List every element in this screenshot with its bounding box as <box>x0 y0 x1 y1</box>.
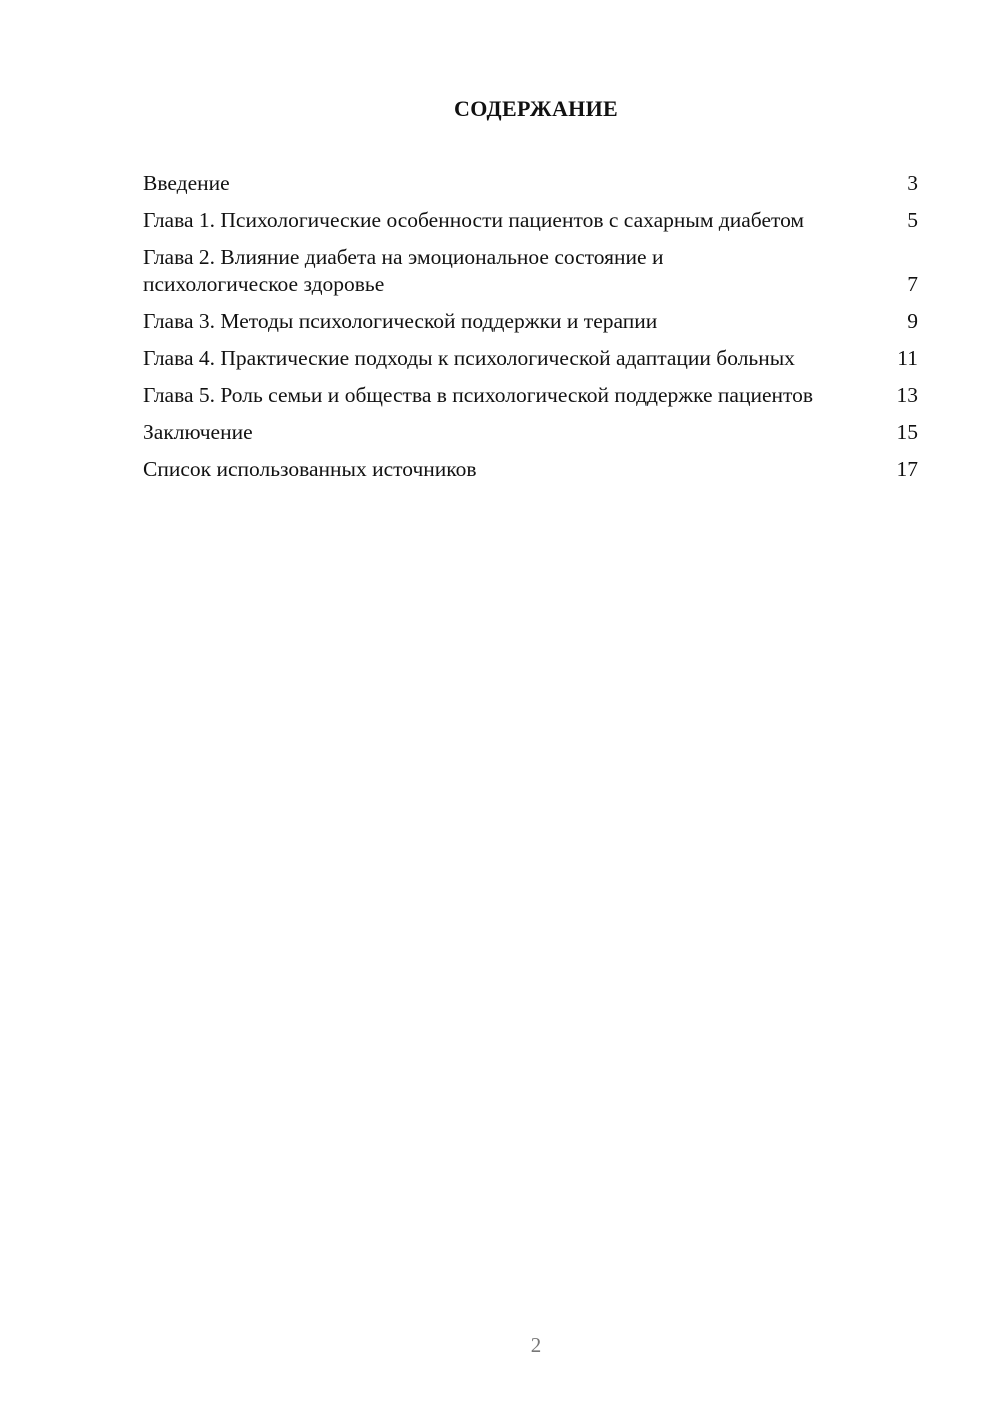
toc-entry-chapter-3 <box>143 308 918 335</box>
toc-entry-title: Заключение <box>143 420 253 444</box>
toc-entry-title: Глава 1. Психологические особенности пациентов с сахарным диабетом <box>143 208 805 232</box>
toc-entry-title: Глава 3. Методы психологической поддержки и терапии <box>143 309 658 333</box>
toc-entry-page: 11 <box>897 346 918 370</box>
toc-entry-page: 3 <box>907 171 918 195</box>
toc-entry-title: Глава 2. Влияние диабета на эмоциональное состояние и психологическое здоровье <box>143 245 664 296</box>
page-number: 2 <box>530 1333 542 1357</box>
toc-entry-introduction <box>143 170 918 197</box>
toc-entry-chapter-2 <box>143 244 918 298</box>
toc-entry-page: 17 <box>896 457 918 481</box>
toc-entry-title: Введение <box>143 171 230 195</box>
toc-entry-page: 15 <box>896 420 918 444</box>
table-of-contents <box>143 170 918 493</box>
toc-entry-references <box>143 456 918 483</box>
toc-entry-page: 5 <box>907 208 918 232</box>
toc-entry-title: Список использованных источников <box>143 457 477 481</box>
toc-entry-page: 9 <box>907 309 918 333</box>
toc-entry-title: Глава 4. Практические подходы к психологической адаптации больных <box>143 346 795 370</box>
toc-entry-title: Глава 5. Роль семьи и общества в психологической поддержке пациентов <box>143 383 814 407</box>
toc-entry-chapter-5 <box>143 382 918 409</box>
toc-entry-chapter-4 <box>143 345 918 372</box>
toc-entry-chapter-1 <box>143 207 918 234</box>
toc-entry-page: 7 <box>907 272 918 296</box>
toc-entry-page: 13 <box>896 383 918 407</box>
toc-entry-conclusion <box>143 419 918 446</box>
toc-heading: СОДЕРЖАНИЕ <box>454 96 618 121</box>
